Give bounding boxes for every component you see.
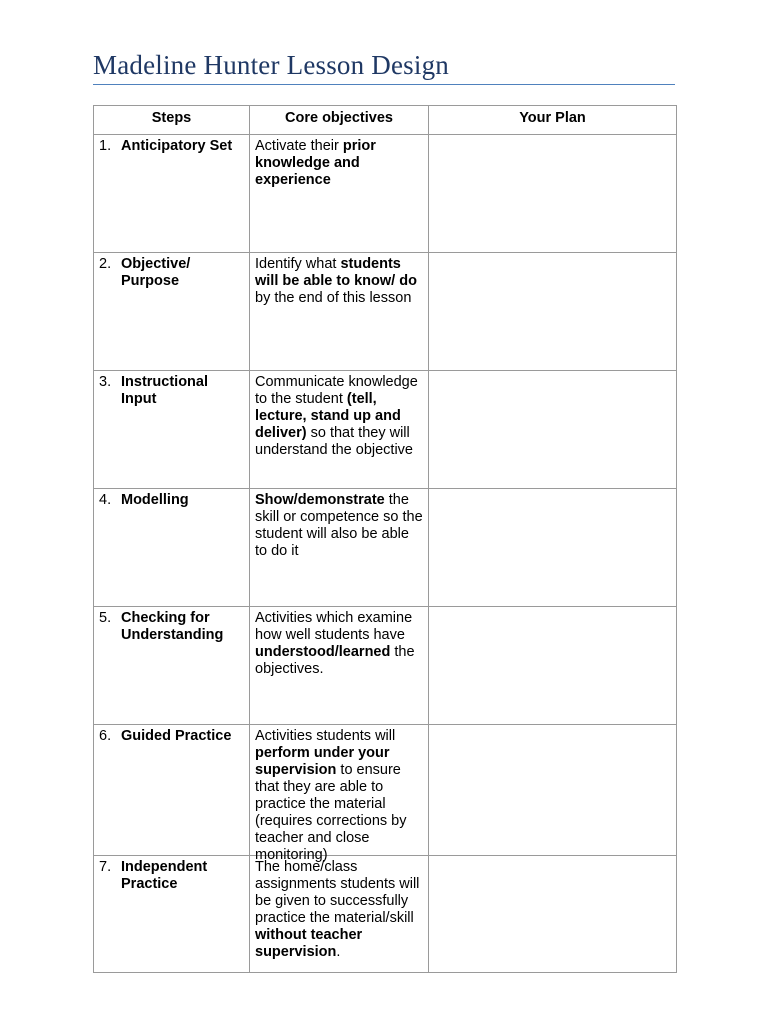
table-row — [94, 607, 677, 725]
your-plan-cell[interactable] — [429, 135, 677, 253]
core-objective-cell — [250, 725, 429, 863]
step-number: 7. — [99, 859, 112, 875]
document-title: Madeline Hunter Lesson Design — [93, 50, 449, 80]
plan-text[interactable] — [434, 256, 671, 367]
step-name: Objective/ Purpose — [121, 256, 191, 289]
title-underline — [93, 84, 675, 85]
objective-emphasis: perform under your supervision — [255, 745, 390, 778]
step-cell — [94, 489, 250, 607]
core-objective-cell — [250, 371, 429, 489]
your-plan-cell[interactable] — [429, 856, 677, 973]
objective-text: Activities students will — [255, 728, 396, 744]
objective-emphasis: without teacher supervision — [255, 927, 363, 960]
plan-text[interactable] — [434, 859, 671, 970]
objective-text: so that they will understand the objective — [255, 425, 413, 458]
step-cell — [94, 371, 250, 489]
lesson-design-table — [93, 105, 677, 973]
step-name: Anticipatory Set — [121, 138, 233, 154]
objective-text: Activities which examine how well students have — [255, 610, 413, 643]
step-cell — [94, 253, 250, 371]
header-your-plan: Your Plan — [429, 106, 677, 135]
objective-text: by the end of this lesson — [255, 290, 412, 306]
step-cell — [94, 135, 250, 253]
step-cell — [94, 607, 250, 725]
step-name: Modelling — [121, 492, 189, 508]
objective-text: Communicate knowledge to the student — [255, 374, 418, 407]
objective-text: the objectives. — [255, 644, 415, 677]
step-number: 4. — [99, 492, 112, 508]
step-number: 1. — [99, 138, 112, 154]
objective-text: . — [336, 944, 341, 960]
core-objective-cell — [250, 253, 429, 371]
objective-emphasis: Show/demonstrate — [255, 492, 385, 508]
table-row — [94, 725, 677, 856]
step-number: 6. — [99, 728, 112, 744]
objective-text: to ensure that they are able to practice the material (requires corrections by teacher and close monitoring) — [255, 762, 407, 863]
step-name: Independent Practice — [121, 859, 208, 892]
table-row — [94, 371, 677, 489]
your-plan-cell[interactable] — [429, 489, 677, 607]
objective-text: The home/class assignments students will be given to successfully practice the material/skill — [255, 859, 420, 926]
step-number: 5. — [99, 610, 112, 626]
table-row — [94, 135, 677, 253]
plan-text[interactable] — [434, 374, 671, 485]
objective-emphasis: students will be able to know/ do — [255, 256, 417, 289]
objective-text: the skill or competence so the student will also be able to do it — [255, 492, 423, 559]
core-objective-cell — [250, 856, 429, 973]
core-objective-cell — [250, 489, 429, 607]
header-steps: Steps — [94, 106, 250, 135]
your-plan-cell[interactable] — [429, 725, 677, 856]
table-row — [94, 489, 677, 607]
header-core-objectives: Core objectives — [250, 106, 429, 135]
objective-text: Identify what — [255, 256, 341, 272]
objective-emphasis: (tell, lecture, stand up and deliver) — [255, 391, 401, 441]
plan-text[interactable] — [434, 610, 671, 721]
step-name: Guided Practice — [121, 728, 232, 744]
core-objective-cell — [250, 607, 429, 725]
your-plan-cell[interactable] — [429, 371, 677, 489]
step-number: 2. — [99, 256, 112, 272]
your-plan-cell[interactable] — [429, 253, 677, 371]
objective-emphasis: understood/learned — [255, 644, 391, 660]
objective-text: Activate their — [255, 138, 343, 154]
your-plan-cell[interactable] — [429, 607, 677, 725]
step-name: Checking for Understanding — [121, 610, 224, 643]
step-cell — [94, 856, 250, 973]
table-row — [94, 253, 677, 371]
plan-text[interactable] — [434, 728, 671, 852]
objective-emphasis: prior knowledge and experience — [255, 138, 376, 188]
step-name: Instructional Input — [121, 374, 209, 407]
step-number: 3. — [99, 374, 112, 390]
plan-text[interactable] — [434, 492, 671, 603]
table-row — [94, 856, 677, 973]
step-cell — [94, 725, 250, 856]
table-header-row — [94, 106, 677, 135]
core-objective-cell — [250, 135, 429, 253]
plan-text[interactable] — [434, 138, 671, 249]
